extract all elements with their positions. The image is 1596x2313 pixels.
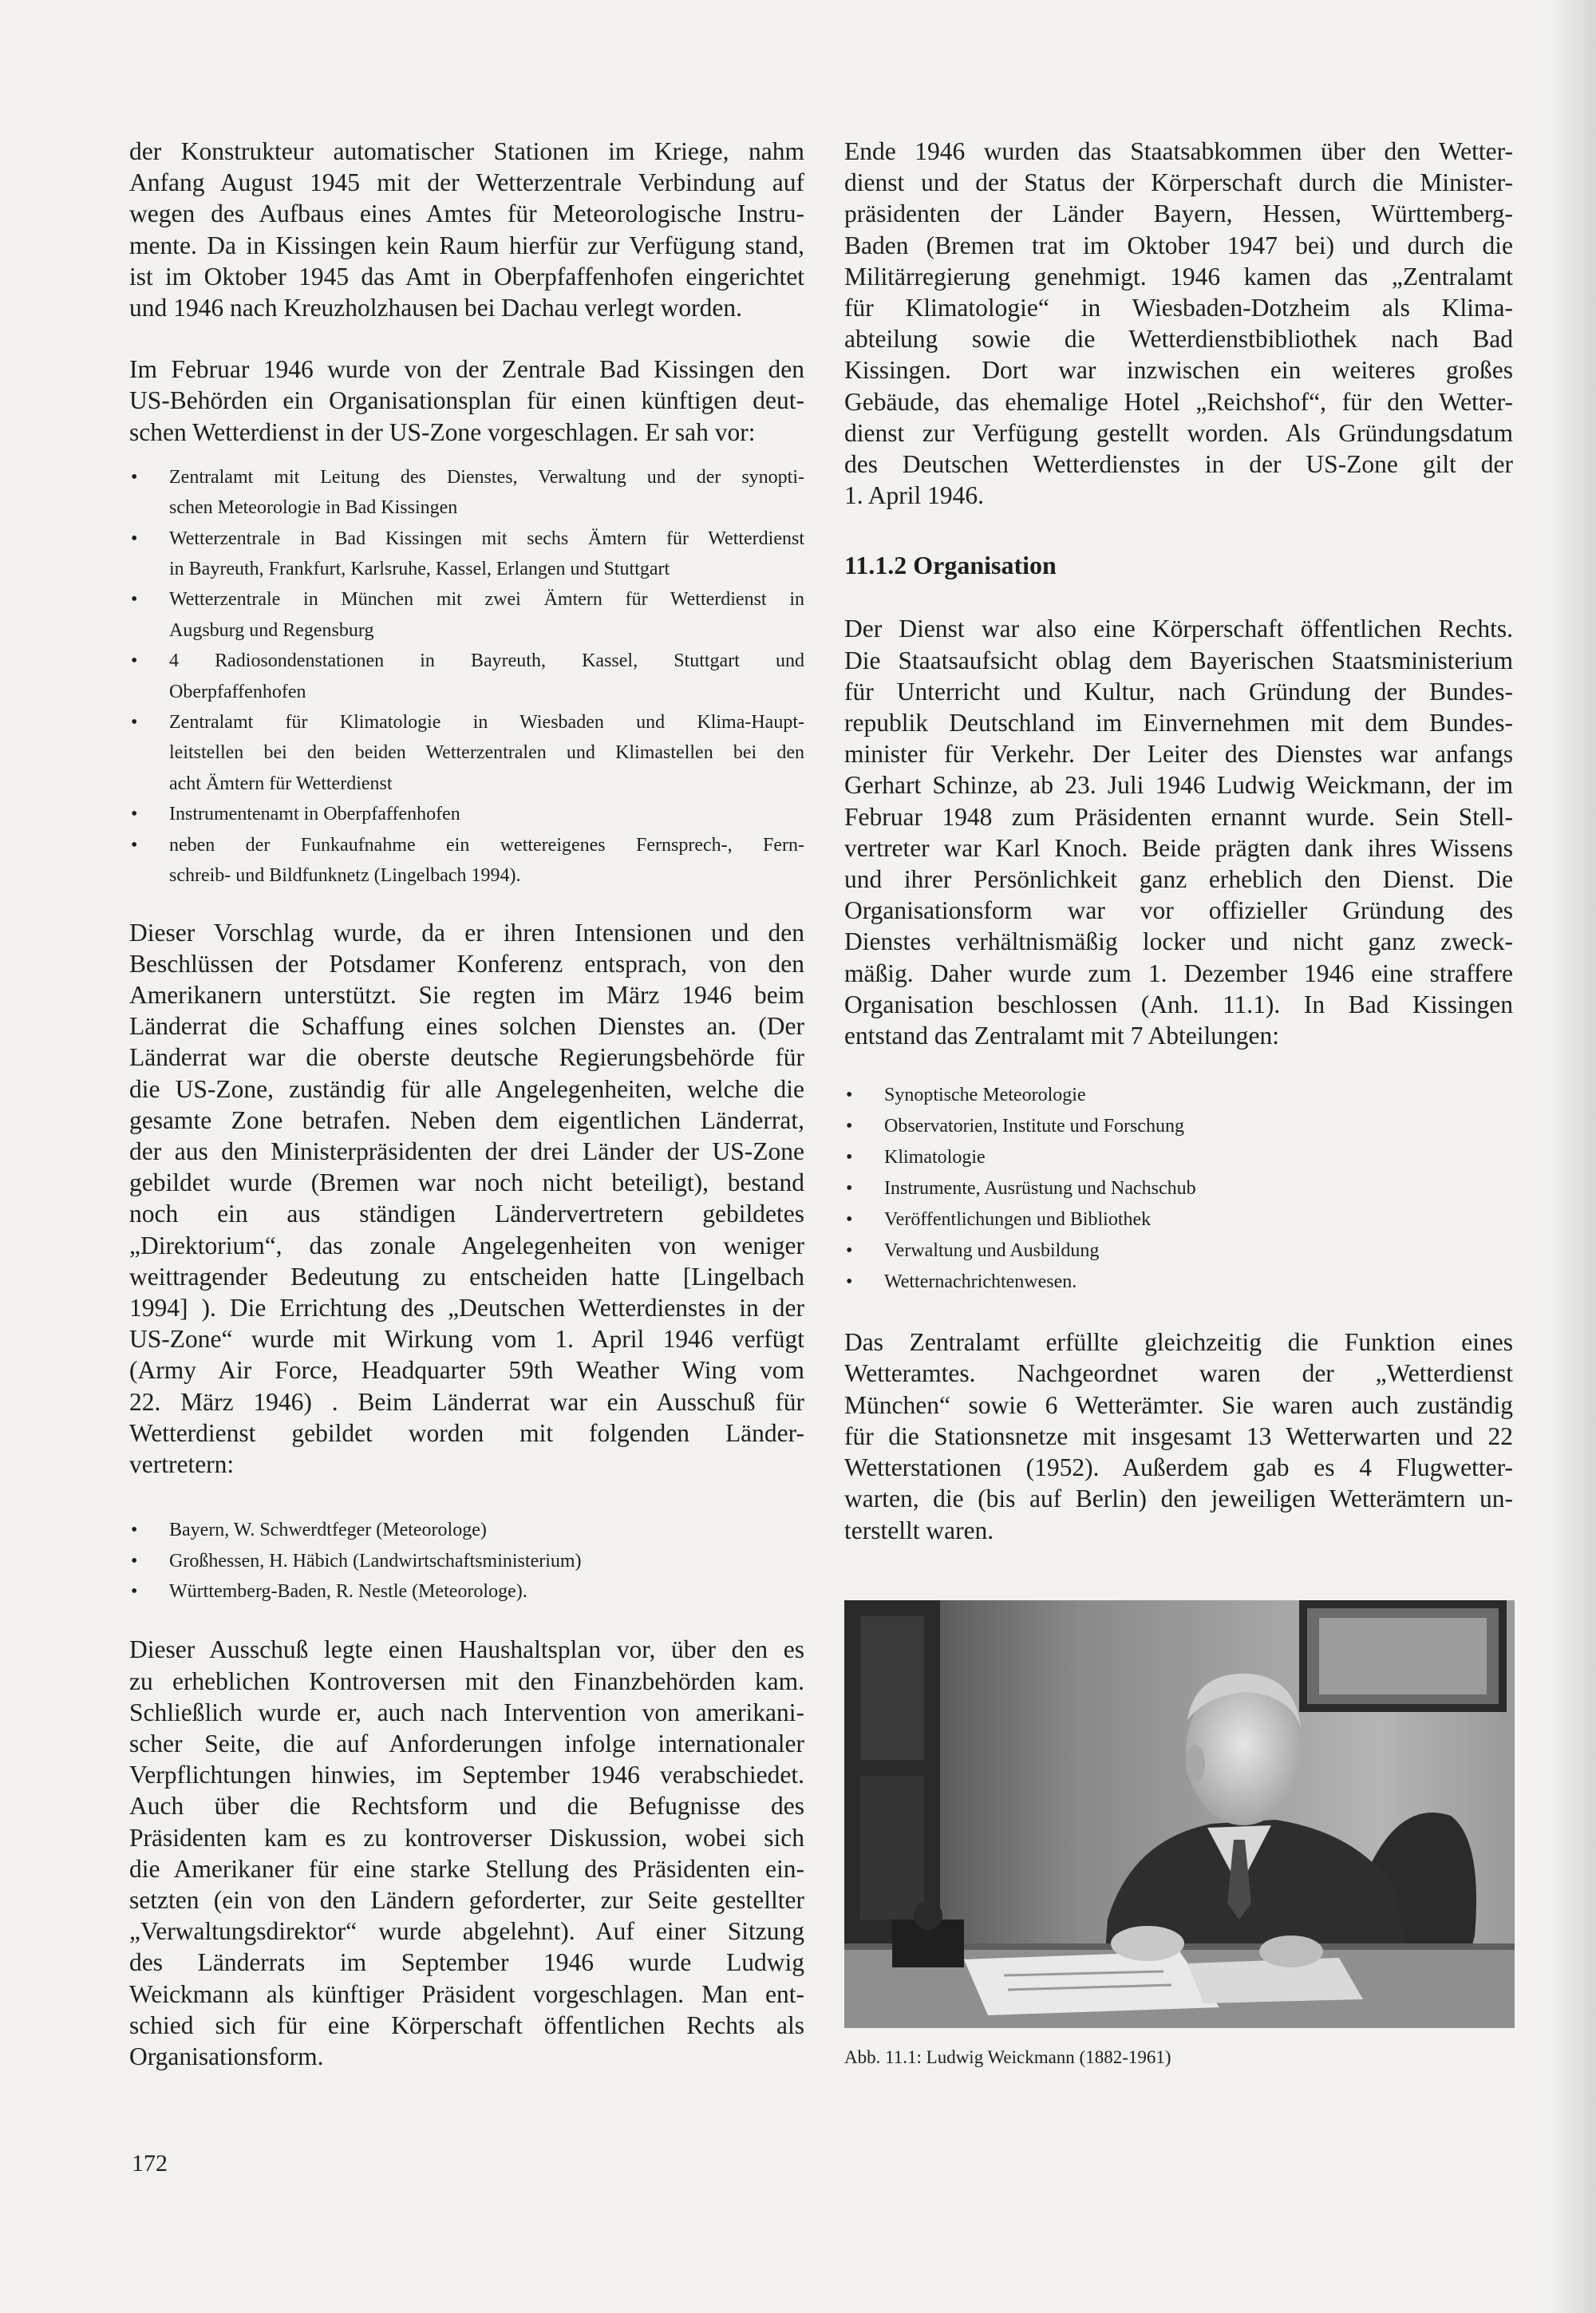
list-item: [844, 1236, 1513, 1267]
bullet-icon: •: [846, 1147, 853, 1168]
text-line: abteilung sowie die Wetterdienstbibliothek nach Bad: [844, 325, 1513, 354]
text-line: US-Zone“ wurde mit Wirkung vom 1. April 1946 verfügt: [129, 1325, 804, 1354]
departments-list: [844, 1080, 1513, 1298]
text-line: mente. Da in Kissingen kein Raum hierfür zur Verfügung stand,: [129, 231, 804, 259]
text-line: Amerikanern unterstützt. Sie regten im März 1946 beim: [129, 980, 804, 1009]
text-line: Wetterdienst gebildet worden mit folgenden Länder-: [129, 1418, 804, 1447]
text-line: „Direktorium“, das zonale Angelegenheiten von weniger: [129, 1231, 804, 1259]
left-paragraph-2: [129, 354, 804, 448]
text-line: (Army Air Force, Headquarter 59th Weather Wing vom: [129, 1356, 804, 1385]
bullet-icon: •: [846, 1178, 853, 1200]
bullet-icon: •: [131, 1520, 138, 1541]
text-line: Ende 1946 wurden das Staatsabkommen über den Wetter-: [844, 137, 1513, 165]
text-line: weittragender Bedeutung zu entscheiden hatte [Lingelbach: [129, 1262, 804, 1291]
list-item: [844, 1173, 1513, 1204]
text-line: warten, die (bis auf Berlin) den jeweiligen Wetterämtern un-: [844, 1485, 1513, 1513]
text-line: dienst zur Verfügung gestellt worden. Als Gründungsdatum: [844, 418, 1513, 447]
text-line: Wetteramtes. Nachgeordnet waren der „Wetterdienst: [844, 1359, 1513, 1388]
text-line: Präsidenten kam es zu kontroverser Diskussion, wobei sich: [129, 1823, 804, 1852]
text-line: Anfang August 1945 mit der Wetterzentrale Verbindung auf: [129, 168, 804, 197]
text-line: Schließlich wurde er, auch nach Intervention von amerikani-: [129, 1698, 804, 1726]
list-item-line: schreib- und Bildfunknetz (Lingelbach 1994).: [169, 865, 521, 887]
text-line: noch ein aus ständigen Ländervertretern gebildetes: [129, 1200, 804, 1228]
text-line: Dienstes verhältnismäßig locker und nicht ganz zweck-: [844, 927, 1513, 956]
text-line: republik Deutschland im Einvernehmen mit dem Bundes-: [844, 709, 1513, 737]
text-line: 1. April 1946.: [844, 481, 985, 510]
text-line: Februar 1948 zum Präsidenten ernannt wurde. Sein Stell-: [844, 802, 1513, 831]
text-line: mäßig. Daher wurde zum 1. Dezember 1946 eine straffere: [844, 959, 1513, 987]
text-line: setzten (ein von den Ländern geforderter, zur Seite gestellter: [129, 1886, 804, 1915]
text-line: für die Stationsnetze mit insgesamt 13 Wetterwarten und 22: [844, 1421, 1513, 1450]
list-item-text: Synoptische Meteorologie: [884, 1085, 1086, 1106]
list-item: [844, 1080, 1513, 1111]
list-item-line: Zentralamt mit Leitung des Dienstes, Verwaltung und der synopti-: [169, 466, 804, 488]
committee-members-list: [129, 1515, 804, 1607]
text-line: Länderrat die Schaffung eines solchen Dienstes an. (Der: [129, 1012, 804, 1041]
section-heading: 11.1.2 Organisation: [844, 551, 1057, 580]
organisation-plan-list: [129, 462, 804, 892]
text-line: Das Zentralamt erfüllte gleichzeitig die Funktion eines: [844, 1328, 1513, 1357]
text-line: München“ sowie 6 Wetterämter. Sie waren auch zuständig: [844, 1390, 1513, 1419]
right-column: [844, 136, 1513, 2070]
text-line: scher Seite, die auf Anforderungen infolge internationaler: [129, 1730, 804, 1757]
bullet-icon: •: [131, 528, 138, 549]
text-line: ist im Oktober 1945 das Amt in Oberpfaffenhofen eingerichtet: [129, 262, 804, 291]
text-line: US-Behörden ein Organisationsplan für einen künftigen deut-: [129, 386, 804, 415]
bullet-icon: •: [131, 834, 138, 856]
list-item-line: 4 Radiosondenstationen in Bayreuth, Kassel, Stuttgart und: [169, 650, 804, 672]
text-line: Beschlüssen der Potsdamer Konferenz entsprach, von den: [129, 949, 804, 978]
text-line: schied sich für eine Körperschaft öffentlichen Rechts als: [129, 2011, 804, 2039]
list-item: [129, 1546, 804, 1576]
list-item-text: Großhessen, H. Häbich (Landwirtschaftsministerium): [169, 1550, 582, 1572]
bullet-icon: •: [846, 1209, 853, 1231]
right-paragraph-1: [844, 136, 1513, 511]
list-item-line: Oberpfaffenhofen: [169, 681, 306, 702]
text-line: Im Februar 1946 wurde von der Zentrale Bad Kissingen den: [129, 355, 804, 384]
text-line: präsidenten der Länder Bayern, Hessen, Württemberg-: [844, 200, 1513, 228]
list-item-text: Bayern, W. Schwerdtfeger (Meteorologe): [169, 1520, 487, 1541]
text-line: Die Staatsaufsicht oblag dem Bayerischen Staatsministerium: [844, 646, 1513, 674]
text-line: gebildet wurde (Bremen war noch nicht beteiligt), bestand: [129, 1168, 804, 1197]
text-line: 22. März 1946) . Beim Länderrat war ein Ausschuß für: [129, 1387, 804, 1416]
text-line: und 1946 nach Kreuzholzhausen bei Dachau verlegt worden.: [129, 294, 742, 322]
list-item-line: Wetterzentrale in München mit zwei Ämtern für Wetterdienst in: [169, 589, 804, 611]
text-line: die Amerikaner für eine starke Stellung des Präsidenten ein-: [129, 1854, 804, 1883]
text-line: Dieser Vorschlag wurde, da er ihren Intensionen und den: [129, 918, 804, 947]
list-item-text: Instrumente, Ausrüstung und Nachschub: [884, 1178, 1196, 1200]
list-item: [129, 799, 804, 829]
list-item-text: Observatorien, Institute und Forschung: [884, 1116, 1184, 1137]
text-line: entstand das Zentralamt mit 7 Abteilungen:: [844, 1022, 1280, 1050]
list-item: [129, 1576, 804, 1607]
text-line: 1994] ). Die Errichtung des „Deutschen Wetterdienstes in der: [129, 1293, 804, 1322]
list-item: [129, 707, 804, 799]
figure-caption: Abb. 11.1: Ludwig Weickmann (1882-1961): [844, 2046, 1171, 2067]
text-line: Der Dienst war also eine Körperschaft öffentlichen Rechts.: [844, 615, 1513, 643]
text-line: Kissingen. Dort war inzwischen ein weiteres großes: [844, 356, 1513, 385]
left-paragraph-3: [129, 917, 804, 1481]
portrait-photo: [844, 1600, 1515, 2028]
list-item-line: Instrumentenamt in Oberpfaffenhofen: [169, 804, 460, 825]
list-item-line: Zentralamt für Klimatologie in Wiesbaden und Klima-Haupt-: [169, 712, 804, 733]
bullet-icon: •: [131, 1550, 138, 1572]
list-item-line: neben der Funkaufnahme ein wettereigenes Fernsprech-, Fern-: [169, 834, 804, 856]
text-line: Militärregierung genehmigt. 1946 kamen das „Zentralamt: [844, 262, 1513, 291]
bullet-icon: •: [131, 804, 138, 825]
text-line: gesamte Zone betrafen. Neben dem eigentlichen Länderrat,: [129, 1105, 804, 1134]
text-line: wegen des Aufbaus eines Amtes für Meteorologische Instru-: [129, 200, 804, 228]
text-line: des Länderrats im September 1946 wurde Ludwig: [129, 1948, 804, 1977]
text-line: Organisationsform.: [129, 2042, 324, 2071]
text-line: dienst und der Status der Körperschaft durch die Minister-: [844, 168, 1513, 197]
list-item-line: Wetterzentrale in Bad Kissingen mit sechs Ämtern für Wetterdienst: [169, 528, 804, 549]
list-item: [844, 1204, 1513, 1236]
text-line: Wetterstationen (1952). Außerdem gab es 4 Flugwetter-: [844, 1453, 1513, 1482]
list-item: [129, 584, 804, 646]
text-line: Organisation beschlossen (Anh. 11.1). In Bad Kissingen: [844, 990, 1513, 1018]
page-number: 172: [132, 2150, 168, 2177]
text-line: für Klimatologie“ in Wiesbaden-Dotzheim als Klima-: [844, 294, 1513, 322]
text-line: terstellt waren.: [844, 1516, 994, 1544]
bullet-icon: •: [846, 1116, 853, 1137]
list-item: [129, 462, 804, 524]
text-line: der aus den Ministerpräsidenten der drei Länder der US-Zone: [129, 1137, 804, 1165]
list-item-line: Augsburg und Regensburg: [169, 619, 374, 641]
text-line: vertreter war Karl Knoch. Beide prägten dank ihres Wissens: [844, 833, 1513, 862]
text-line: „Verwaltungsdirektor“ wurde abgelehnt). Auf einer Sitzung: [129, 1917, 804, 1946]
text-line: des Deutschen Wetterdienstes in der US-Zone gilt der: [844, 450, 1513, 479]
text-line: Verpflichtungen hinwies, im September 1946 verabschiedet.: [129, 1761, 804, 1789]
bullet-icon: •: [131, 589, 138, 611]
text-line: Auch über die Rechtsform und die Befugnisse des: [129, 1792, 804, 1821]
text-line: Organisationsform war vor offizieller Gründung des: [844, 896, 1513, 925]
bullet-icon: •: [846, 1240, 853, 1262]
bullet-icon: •: [131, 1580, 138, 1602]
text-line: Dieser Ausschuß legte einen Haushaltsplan vor, über den es: [129, 1635, 804, 1664]
list-item-line: leitstellen bei den beiden Wetterzentralen und Klimastellen bei den: [169, 742, 804, 764]
text-line: Länderrat war die oberste deutsche Regierungsbehörde für: [129, 1043, 804, 1072]
list-item-line: schen Meteorologie in Bad Kissingen: [169, 497, 458, 519]
left-paragraph-1: [129, 136, 804, 323]
text-line: die US-Zone, zuständig für alle Angelegenheiten, welche die: [129, 1074, 804, 1103]
list-item-text: Klimatologie: [884, 1147, 986, 1168]
left-paragraph-4: [129, 1634, 804, 2072]
text-line: Weickmann als künftiger Präsident vorgeschlagen. Man ent-: [129, 1979, 804, 2008]
text-line: minister für Verkehr. Der Leiter des Dienstes war anfangs: [844, 740, 1513, 769]
list-item-line: acht Ämtern für Wetterdienst: [169, 773, 393, 794]
list-item: [129, 1515, 804, 1545]
bullet-icon: •: [846, 1085, 853, 1106]
list-item-line: in Bayreuth, Frankfurt, Karlsruhe, Kassel, Erlangen und Stuttgart: [169, 559, 670, 580]
list-item-text: Württemberg-Baden, R. Nestle (Meteorologe).: [169, 1580, 527, 1602]
list-item: [129, 524, 804, 585]
list-item: [129, 646, 804, 707]
list-item-text: Wetternachrichtenwesen.: [884, 1271, 1077, 1293]
bullet-icon: •: [131, 466, 138, 488]
list-item: [844, 1267, 1513, 1298]
text-line: vertretern:: [129, 1449, 235, 1478]
bullet-icon: •: [131, 650, 138, 672]
text-line: der Konstrukteur automatischer Stationen im Kriege, nahm: [129, 137, 804, 165]
text-line: zu erheblichen Kontroversen mit den Finanzbehörden kam.: [129, 1667, 804, 1695]
text-line: schen Wetterdienst in der US-Zone vorgeschlagen. Er sah vor:: [129, 417, 756, 446]
right-paragraph-2: [844, 613, 1513, 1051]
text-line: Baden (Bremen trat im Oktober 1947 bei) und durch die: [844, 231, 1513, 259]
text-line: Gerhart Schinze, ab 23. Juli 1946 Ludwig Weickmann, der im: [844, 771, 1513, 800]
bullet-icon: •: [846, 1271, 853, 1293]
list-item-text: Veröffentlichungen und Bibliothek: [884, 1209, 1152, 1231]
list-item: [844, 1142, 1513, 1173]
left-column: [129, 136, 804, 2072]
page-edge-shadow: [1548, 0, 1596, 2313]
text-line: und ihrer Persönlichkeit ganz erheblich den Dienst. Die: [844, 865, 1513, 894]
portrait-photo-illustration: [844, 1600, 1515, 2028]
text-line: für Unterricht und Kultur, nach Gründung der Bundes-: [844, 677, 1513, 706]
list-item-text: Verwaltung und Ausbildung: [884, 1240, 1100, 1262]
list-item: [129, 830, 804, 892]
bullet-icon: •: [131, 712, 138, 733]
list-item: [844, 1111, 1513, 1142]
right-paragraph-3: [844, 1327, 1513, 1545]
text-line: Gebäude, das ehemalige Hotel „Reichshof“, für den Wetter-: [844, 387, 1513, 416]
